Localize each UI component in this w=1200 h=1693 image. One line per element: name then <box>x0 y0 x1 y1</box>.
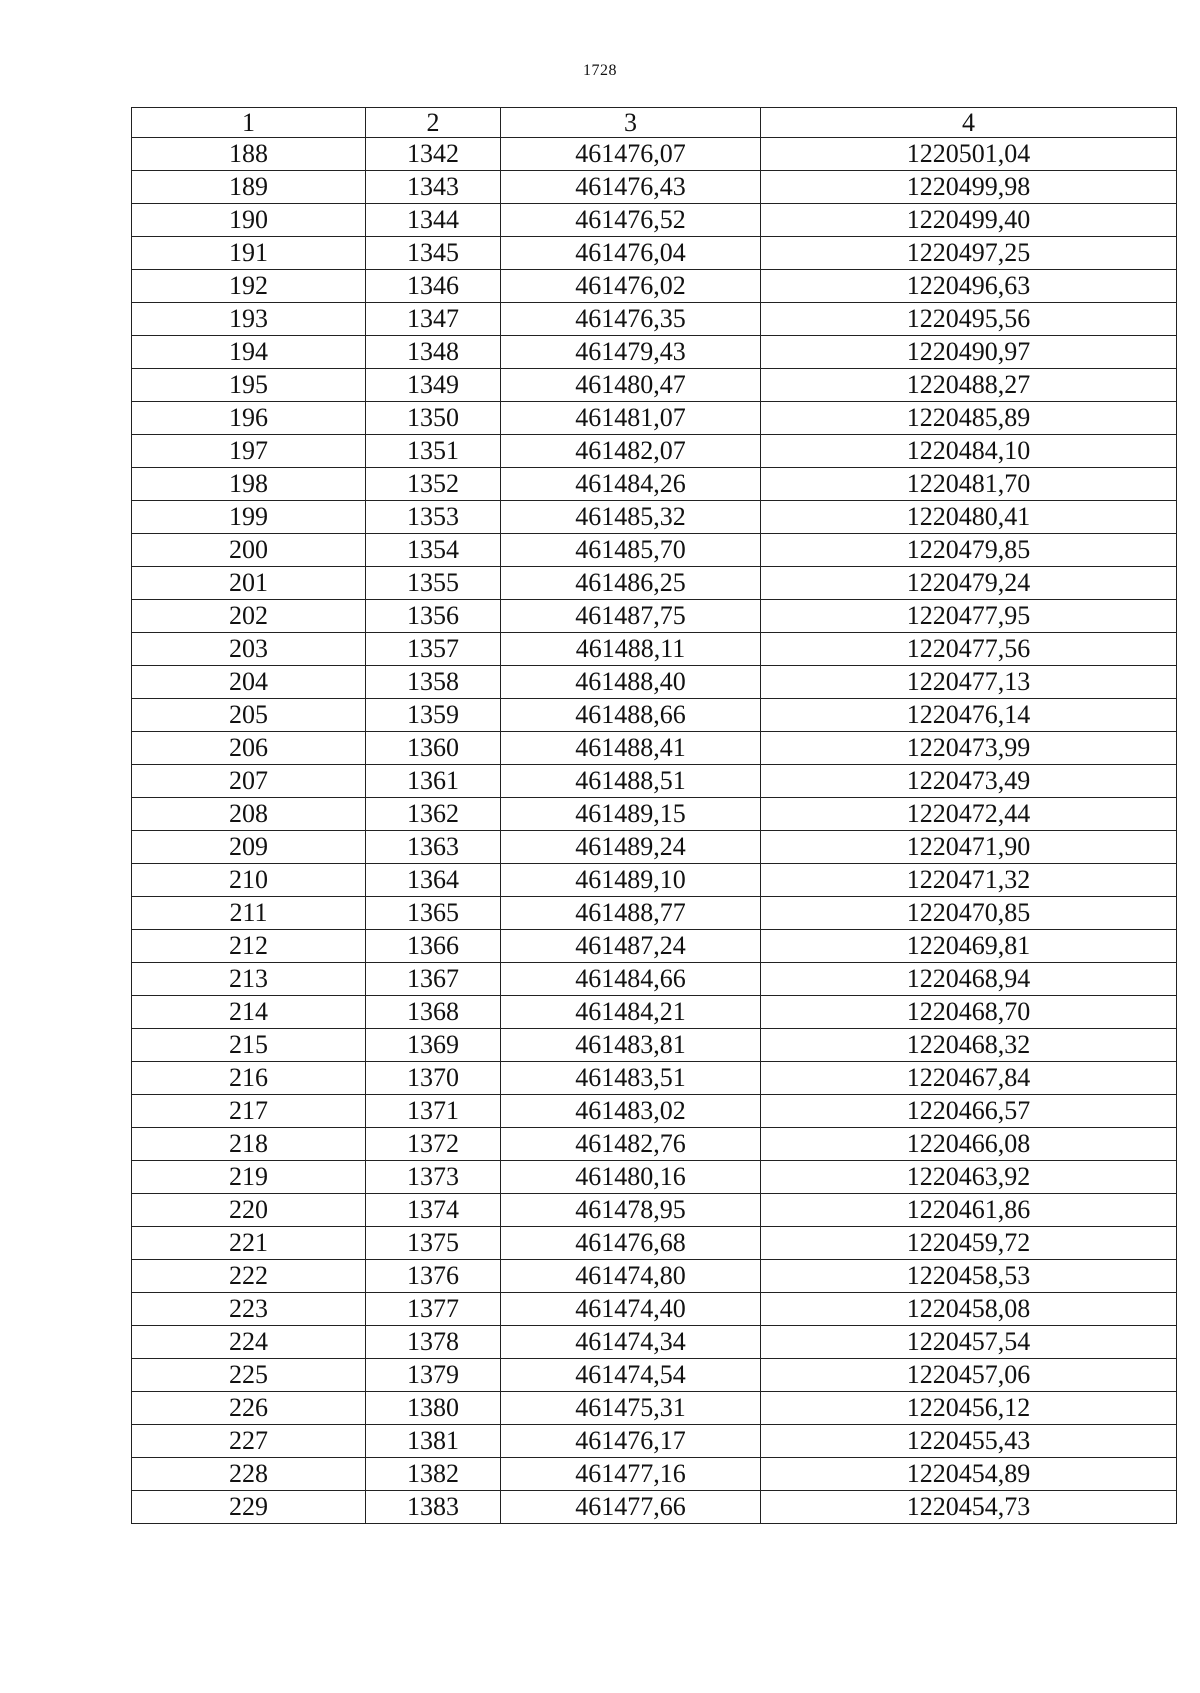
cell-x-coordinate: 461483,02 <box>501 1095 761 1128</box>
table-row <box>132 204 1177 237</box>
cell-row-index: 222 <box>132 1260 366 1293</box>
cell-point-number: 1350 <box>366 402 501 435</box>
cell-point-number: 1352 <box>366 468 501 501</box>
cell-row-index: 208 <box>132 798 366 831</box>
table-row <box>132 1392 1177 1425</box>
cell-point-number: 1379 <box>366 1359 501 1392</box>
table-row <box>132 798 1177 831</box>
cell-x-coordinate: 461482,76 <box>501 1128 761 1161</box>
column-header-4: 4 <box>761 108 1177 138</box>
cell-x-coordinate: 461478,95 <box>501 1194 761 1227</box>
cell-point-number: 1371 <box>366 1095 501 1128</box>
cell-x-coordinate: 461484,26 <box>501 468 761 501</box>
cell-point-number: 1346 <box>366 270 501 303</box>
cell-x-coordinate: 461488,77 <box>501 897 761 930</box>
cell-point-number: 1376 <box>366 1260 501 1293</box>
cell-point-number: 1368 <box>366 996 501 1029</box>
cell-row-index: 218 <box>132 1128 366 1161</box>
cell-x-coordinate: 461476,02 <box>501 270 761 303</box>
table-row <box>132 633 1177 666</box>
cell-point-number: 1356 <box>366 600 501 633</box>
cell-x-coordinate: 461488,40 <box>501 666 761 699</box>
cell-row-index: 225 <box>132 1359 366 1392</box>
column-header-2: 2 <box>366 108 501 138</box>
cell-row-index: 200 <box>132 534 366 567</box>
cell-y-coordinate: 1220458,53 <box>761 1260 1177 1293</box>
table-row <box>132 138 1177 171</box>
table-row <box>132 402 1177 435</box>
cell-y-coordinate: 1220495,56 <box>761 303 1177 336</box>
cell-y-coordinate: 1220467,84 <box>761 1062 1177 1095</box>
cell-y-coordinate: 1220454,73 <box>761 1491 1177 1524</box>
cell-x-coordinate: 461476,17 <box>501 1425 761 1458</box>
cell-y-coordinate: 1220455,43 <box>761 1425 1177 1458</box>
cell-row-index: 216 <box>132 1062 366 1095</box>
table-row <box>132 567 1177 600</box>
page-number: 1728 <box>583 62 617 79</box>
cell-row-index: 226 <box>132 1392 366 1425</box>
cell-row-index: 209 <box>132 831 366 864</box>
cell-point-number: 1349 <box>366 369 501 402</box>
cell-x-coordinate: 461489,10 <box>501 864 761 897</box>
table-row <box>132 303 1177 336</box>
cell-point-number: 1358 <box>366 666 501 699</box>
cell-y-coordinate: 1220469,81 <box>761 930 1177 963</box>
table-row <box>132 1128 1177 1161</box>
table-row <box>132 435 1177 468</box>
cell-y-coordinate: 1220501,04 <box>761 138 1177 171</box>
cell-x-coordinate: 461488,41 <box>501 732 761 765</box>
cell-y-coordinate: 1220477,13 <box>761 666 1177 699</box>
cell-point-number: 1359 <box>366 699 501 732</box>
cell-row-index: 203 <box>132 633 366 666</box>
cell-row-index: 224 <box>132 1326 366 1359</box>
cell-point-number: 1374 <box>366 1194 501 1227</box>
cell-y-coordinate: 1220477,56 <box>761 633 1177 666</box>
cell-point-number: 1364 <box>366 864 501 897</box>
cell-x-coordinate: 461479,43 <box>501 336 761 369</box>
cell-point-number: 1370 <box>366 1062 501 1095</box>
table-row <box>132 963 1177 996</box>
cell-point-number: 1375 <box>366 1227 501 1260</box>
cell-row-index: 215 <box>132 1029 366 1062</box>
table-row <box>132 1326 1177 1359</box>
table-row <box>132 270 1177 303</box>
cell-x-coordinate: 461476,43 <box>501 171 761 204</box>
cell-point-number: 1362 <box>366 798 501 831</box>
cell-y-coordinate: 1220456,12 <box>761 1392 1177 1425</box>
cell-y-coordinate: 1220468,94 <box>761 963 1177 996</box>
cell-point-number: 1366 <box>366 930 501 963</box>
cell-row-index: 210 <box>132 864 366 897</box>
cell-y-coordinate: 1220468,70 <box>761 996 1177 1029</box>
cell-y-coordinate: 1220479,24 <box>761 567 1177 600</box>
table-row <box>132 1029 1177 1062</box>
cell-point-number: 1382 <box>366 1458 501 1491</box>
table-row <box>132 1458 1177 1491</box>
cell-point-number: 1372 <box>366 1128 501 1161</box>
table-row <box>132 1425 1177 1458</box>
table-row <box>132 732 1177 765</box>
table-row <box>132 1194 1177 1227</box>
table-row <box>132 1062 1177 1095</box>
cell-x-coordinate: 461488,11 <box>501 633 761 666</box>
cell-x-coordinate: 461476,68 <box>501 1227 761 1260</box>
table-row <box>132 930 1177 963</box>
cell-x-coordinate: 461487,75 <box>501 600 761 633</box>
cell-row-index: 221 <box>132 1227 366 1260</box>
cell-y-coordinate: 1220485,89 <box>761 402 1177 435</box>
cell-y-coordinate: 1220488,27 <box>761 369 1177 402</box>
cell-point-number: 1342 <box>366 138 501 171</box>
cell-point-number: 1367 <box>366 963 501 996</box>
cell-row-index: 228 <box>132 1458 366 1491</box>
cell-y-coordinate: 1220477,95 <box>761 600 1177 633</box>
cell-point-number: 1354 <box>366 534 501 567</box>
table-row <box>132 897 1177 930</box>
cell-x-coordinate: 461475,31 <box>501 1392 761 1425</box>
table-row <box>132 1095 1177 1128</box>
cell-y-coordinate: 1220468,32 <box>761 1029 1177 1062</box>
cell-row-index: 220 <box>132 1194 366 1227</box>
cell-point-number: 1344 <box>366 204 501 237</box>
cell-row-index: 197 <box>132 435 366 468</box>
cell-row-index: 188 <box>132 138 366 171</box>
table-row <box>132 864 1177 897</box>
cell-point-number: 1355 <box>366 567 501 600</box>
cell-x-coordinate: 461474,54 <box>501 1359 761 1392</box>
cell-x-coordinate: 461485,32 <box>501 501 761 534</box>
table-row <box>132 765 1177 798</box>
table-row <box>132 1260 1177 1293</box>
table-row <box>132 666 1177 699</box>
cell-y-coordinate: 1220471,32 <box>761 864 1177 897</box>
cell-point-number: 1353 <box>366 501 501 534</box>
cell-row-index: 223 <box>132 1293 366 1326</box>
table-row <box>132 1227 1177 1260</box>
cell-y-coordinate: 1220471,90 <box>761 831 1177 864</box>
cell-row-index: 201 <box>132 567 366 600</box>
cell-row-index: 191 <box>132 237 366 270</box>
table-row <box>132 1491 1177 1524</box>
cell-y-coordinate: 1220479,85 <box>761 534 1177 567</box>
cell-x-coordinate: 461481,07 <box>501 402 761 435</box>
cell-row-index: 213 <box>132 963 366 996</box>
cell-y-coordinate: 1220472,44 <box>761 798 1177 831</box>
table-row <box>132 1161 1177 1194</box>
cell-x-coordinate: 461489,15 <box>501 798 761 831</box>
column-header-1: 1 <box>132 108 366 138</box>
cell-point-number: 1381 <box>366 1425 501 1458</box>
cell-x-coordinate: 461477,66 <box>501 1491 761 1524</box>
cell-row-index: 229 <box>132 1491 366 1524</box>
cell-row-index: 194 <box>132 336 366 369</box>
cell-y-coordinate: 1220459,72 <box>761 1227 1177 1260</box>
cell-y-coordinate: 1220454,89 <box>761 1458 1177 1491</box>
cell-y-coordinate: 1220499,40 <box>761 204 1177 237</box>
cell-point-number: 1343 <box>366 171 501 204</box>
cell-row-index: 189 <box>132 171 366 204</box>
cell-y-coordinate: 1220461,86 <box>761 1194 1177 1227</box>
header-row <box>132 108 1177 138</box>
table-row <box>132 336 1177 369</box>
cell-row-index: 192 <box>132 270 366 303</box>
cell-y-coordinate: 1220490,97 <box>761 336 1177 369</box>
cell-x-coordinate: 461483,81 <box>501 1029 761 1062</box>
cell-x-coordinate: 461488,66 <box>501 699 761 732</box>
cell-x-coordinate: 461474,80 <box>501 1260 761 1293</box>
cell-point-number: 1383 <box>366 1491 501 1524</box>
table-row <box>132 369 1177 402</box>
table-row <box>132 171 1177 204</box>
cell-y-coordinate: 1220457,54 <box>761 1326 1177 1359</box>
cell-row-index: 214 <box>132 996 366 1029</box>
cell-point-number: 1347 <box>366 303 501 336</box>
cell-x-coordinate: 461474,40 <box>501 1293 761 1326</box>
table-row <box>132 534 1177 567</box>
cell-row-index: 190 <box>132 204 366 237</box>
cell-row-index: 204 <box>132 666 366 699</box>
cell-row-index: 193 <box>132 303 366 336</box>
cell-row-index: 219 <box>132 1161 366 1194</box>
cell-y-coordinate: 1220457,06 <box>761 1359 1177 1392</box>
table-row <box>132 468 1177 501</box>
cell-x-coordinate: 461476,35 <box>501 303 761 336</box>
table-row <box>132 996 1177 1029</box>
table-row <box>132 699 1177 732</box>
table-row <box>132 1359 1177 1392</box>
cell-row-index: 227 <box>132 1425 366 1458</box>
cell-y-coordinate: 1220473,49 <box>761 765 1177 798</box>
cell-point-number: 1369 <box>366 1029 501 1062</box>
cell-point-number: 1348 <box>366 336 501 369</box>
cell-point-number: 1363 <box>366 831 501 864</box>
cell-row-index: 212 <box>132 930 366 963</box>
cell-x-coordinate: 461487,24 <box>501 930 761 963</box>
cell-x-coordinate: 461477,16 <box>501 1458 761 1491</box>
cell-point-number: 1365 <box>366 897 501 930</box>
cell-x-coordinate: 461489,24 <box>501 831 761 864</box>
cell-x-coordinate: 461484,21 <box>501 996 761 1029</box>
cell-row-index: 206 <box>132 732 366 765</box>
cell-y-coordinate: 1220481,70 <box>761 468 1177 501</box>
cell-row-index: 195 <box>132 369 366 402</box>
table-row <box>132 831 1177 864</box>
cell-point-number: 1360 <box>366 732 501 765</box>
cell-y-coordinate: 1220496,63 <box>761 270 1177 303</box>
cell-y-coordinate: 1220484,10 <box>761 435 1177 468</box>
cell-row-index: 217 <box>132 1095 366 1128</box>
table-body <box>132 138 1177 1524</box>
cell-point-number: 1378 <box>366 1326 501 1359</box>
table-row <box>132 600 1177 633</box>
cell-point-number: 1373 <box>366 1161 501 1194</box>
cell-row-index: 202 <box>132 600 366 633</box>
cell-x-coordinate: 461480,16 <box>501 1161 761 1194</box>
cell-y-coordinate: 1220466,57 <box>761 1095 1177 1128</box>
cell-row-index: 196 <box>132 402 366 435</box>
cell-point-number: 1380 <box>366 1392 501 1425</box>
cell-x-coordinate: 461480,47 <box>501 369 761 402</box>
cell-x-coordinate: 461482,07 <box>501 435 761 468</box>
cell-x-coordinate: 461476,52 <box>501 204 761 237</box>
table-header <box>132 108 1177 138</box>
cell-x-coordinate: 461486,25 <box>501 567 761 600</box>
cell-y-coordinate: 1220463,92 <box>761 1161 1177 1194</box>
cell-x-coordinate: 461485,70 <box>501 534 761 567</box>
table-row <box>132 237 1177 270</box>
cell-row-index: 211 <box>132 897 366 930</box>
cell-point-number: 1377 <box>366 1293 501 1326</box>
table-row <box>132 1293 1177 1326</box>
cell-x-coordinate: 461488,51 <box>501 765 761 798</box>
cell-x-coordinate: 461474,34 <box>501 1326 761 1359</box>
cell-y-coordinate: 1220499,98 <box>761 171 1177 204</box>
cell-x-coordinate: 461476,04 <box>501 237 761 270</box>
cell-row-index: 198 <box>132 468 366 501</box>
coordinates-table <box>131 107 1177 1524</box>
cell-x-coordinate: 461476,07 <box>501 138 761 171</box>
cell-y-coordinate: 1220458,08 <box>761 1293 1177 1326</box>
coordinates-table-container <box>131 107 1176 1524</box>
cell-x-coordinate: 461484,66 <box>501 963 761 996</box>
cell-y-coordinate: 1220480,41 <box>761 501 1177 534</box>
cell-point-number: 1345 <box>366 237 501 270</box>
cell-point-number: 1357 <box>366 633 501 666</box>
cell-y-coordinate: 1220470,85 <box>761 897 1177 930</box>
cell-point-number: 1361 <box>366 765 501 798</box>
cell-x-coordinate: 461483,51 <box>501 1062 761 1095</box>
cell-y-coordinate: 1220473,99 <box>761 732 1177 765</box>
cell-row-index: 199 <box>132 501 366 534</box>
cell-row-index: 207 <box>132 765 366 798</box>
cell-y-coordinate: 1220476,14 <box>761 699 1177 732</box>
column-header-3: 3 <box>501 108 761 138</box>
cell-row-index: 205 <box>132 699 366 732</box>
table-row <box>132 501 1177 534</box>
cell-y-coordinate: 1220466,08 <box>761 1128 1177 1161</box>
cell-y-coordinate: 1220497,25 <box>761 237 1177 270</box>
cell-point-number: 1351 <box>366 435 501 468</box>
